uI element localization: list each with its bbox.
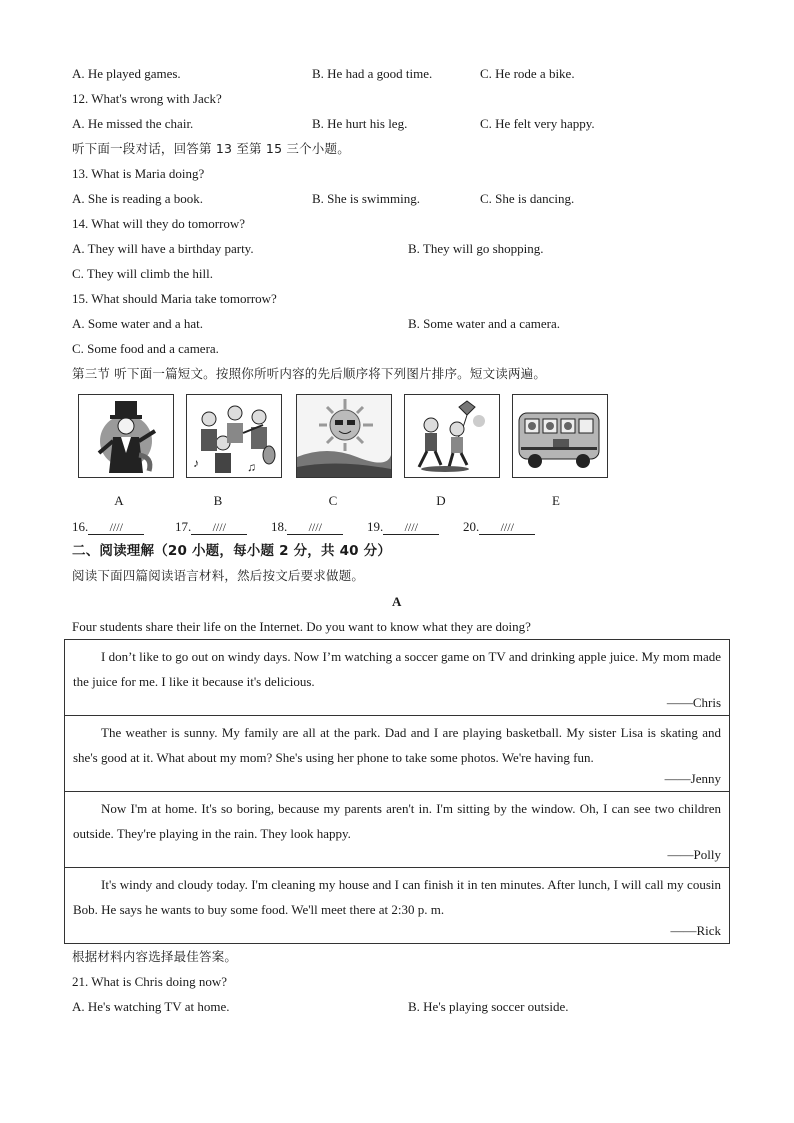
q14-option-b: B. They will go shopping. — [408, 241, 544, 256]
blank-18-field[interactable]: //// — [287, 521, 343, 535]
blank-19-field[interactable]: //// — [383, 521, 439, 535]
picture-label-e: E — [552, 493, 560, 508]
q13-options — [72, 191, 575, 207]
post-rick — [65, 868, 729, 944]
answer-instruction: 根据材料内容选择最佳答案。 — [72, 949, 238, 964]
passage-letter: A — [392, 594, 402, 609]
q12-option-c: C. He felt very happy. — [480, 116, 595, 131]
q21-question: 21. What is Chris doing now? — [72, 974, 228, 989]
blank-20-field[interactable]: //// — [479, 521, 535, 535]
blank-18[interactable] — [271, 519, 343, 535]
q21-options — [72, 999, 569, 1015]
q15-options-ab — [72, 316, 560, 332]
q14-option-c: C. They will climb the hill. — [72, 266, 213, 281]
blank-16-field[interactable]: //// — [88, 521, 144, 535]
post-text: I don’t like to go out on windy days. Now I’m watching a soccer game on TV and drinking apple juice. My mom made the juice for me. I like it because it's delicious. — [73, 649, 721, 689]
magician-icon — [79, 395, 173, 477]
blank-20[interactable] — [463, 519, 535, 535]
q12-options — [72, 116, 595, 132]
q15-question: 15. What should Maria take tomorrow? — [72, 291, 277, 306]
blank-17[interactable] — [175, 519, 247, 535]
picture-b — [186, 394, 282, 478]
picture-d — [404, 394, 500, 478]
blank-18-number: 18. — [271, 519, 288, 534]
post-chris — [65, 639, 729, 716]
post-author: ——Chris — [666, 695, 721, 710]
picture-c — [296, 394, 392, 478]
q15-option-b: B. Some water and a camera. — [408, 316, 560, 331]
q12-question: 12. What's wrong with Jack? — [72, 91, 222, 106]
picture-label-d: D — [436, 493, 446, 508]
q14-options-ab — [72, 241, 544, 257]
q11-option-b: B. He had a good time. — [312, 66, 433, 81]
picture-label-c: C — [328, 493, 338, 508]
passage-intro: Four students share their life on the Internet. Do you want to know what they are doing? — [72, 619, 531, 634]
q13-question: 13. What is Maria doing? — [72, 166, 205, 181]
q13-option-a: A. She is reading a book. — [72, 191, 204, 206]
post-text: The weather is sunny. My family are all at the park. Dad and I are playing basketball. My sister Lisa is skating and she's good at it. What about my mom? She's using her phone to take some photos. We're having fun. — [73, 725, 721, 765]
post-author: ——Jenny — [664, 771, 721, 786]
picture-label-b: B — [213, 493, 223, 508]
post-polly — [65, 792, 729, 868]
q15-option-a: A. Some water and a hat. — [72, 316, 204, 331]
section3-instruction: 第三节 听下面一篇短文。按照你所听内容的先后顺序将下列图片排序。短文读两遍。 — [72, 366, 547, 381]
q13-option-b: B. She is swimming. — [312, 191, 420, 206]
posts-table — [64, 639, 730, 944]
school-bus-icon — [513, 395, 607, 477]
picture-e — [512, 394, 608, 478]
part2-heading: 二、阅读理解（20 小题，每小题 2 分，共 40 分） — [72, 543, 392, 559]
q12-option-a: A. He missed the chair. — [72, 116, 194, 131]
q15-option-c: C. Some food and a camera. — [72, 341, 219, 356]
q11-option-c: C. He rode a bike. — [480, 66, 575, 81]
q12-option-b: B. He hurt his leg. — [312, 116, 408, 131]
q21-option-a: A. He's watching TV at home. — [72, 999, 230, 1014]
post-jenny — [65, 716, 729, 792]
post-text: Now I'm at home. It's so boring, because my parents aren't in. I'm sitting by the window. Oh, I can see two children outside. They're playing in the rain. They look happy. — [73, 801, 721, 841]
picture-row — [78, 394, 618, 480]
sun-landscape-icon — [297, 395, 391, 477]
part2-instruction: 阅读下面四篇阅读语言材料，然后按文后要求做题。 — [72, 568, 365, 583]
svg-text:♪: ♪ — [193, 456, 199, 470]
svg-text:♫: ♫ — [247, 460, 256, 474]
blank-17-number: 17. — [175, 519, 192, 534]
picture-label-a: A — [114, 493, 124, 508]
blank-19-number: 19. — [367, 519, 384, 534]
q21-option-b: B. He's playing soccer outside. — [408, 999, 569, 1014]
q14-option-a: A. They will have a birthday party. — [72, 241, 254, 256]
q11-options — [72, 66, 575, 82]
kids-kite-icon — [405, 395, 499, 477]
band-musicians-icon — [187, 395, 281, 477]
blank-17-field[interactable]: //// — [191, 521, 247, 535]
q14-question: 14. What will they do tomorrow? — [72, 216, 246, 231]
post-author: ——Polly — [667, 847, 721, 862]
blank-20-number: 20. — [463, 519, 480, 534]
blank-19[interactable] — [367, 519, 439, 535]
dialog-instruction: 听下面一段对话，回答第 13 至第 15 三个小题。 — [72, 141, 350, 156]
picture-a — [78, 394, 174, 478]
q11-option-a: A. He played games. — [72, 66, 181, 81]
q13-option-c: C. She is dancing. — [480, 191, 575, 206]
blank-16[interactable] — [72, 519, 144, 535]
blank-16-number: 16. — [72, 519, 89, 534]
post-author: ——Rick — [670, 923, 721, 938]
post-text: It's windy and cloudy today. I'm cleaning my house and I can finish it in ten minutes. After lunch, I will call my cousin Bob. He says he wants to buy some food. We'll meet there at 2:30 p. m. — [73, 877, 721, 917]
